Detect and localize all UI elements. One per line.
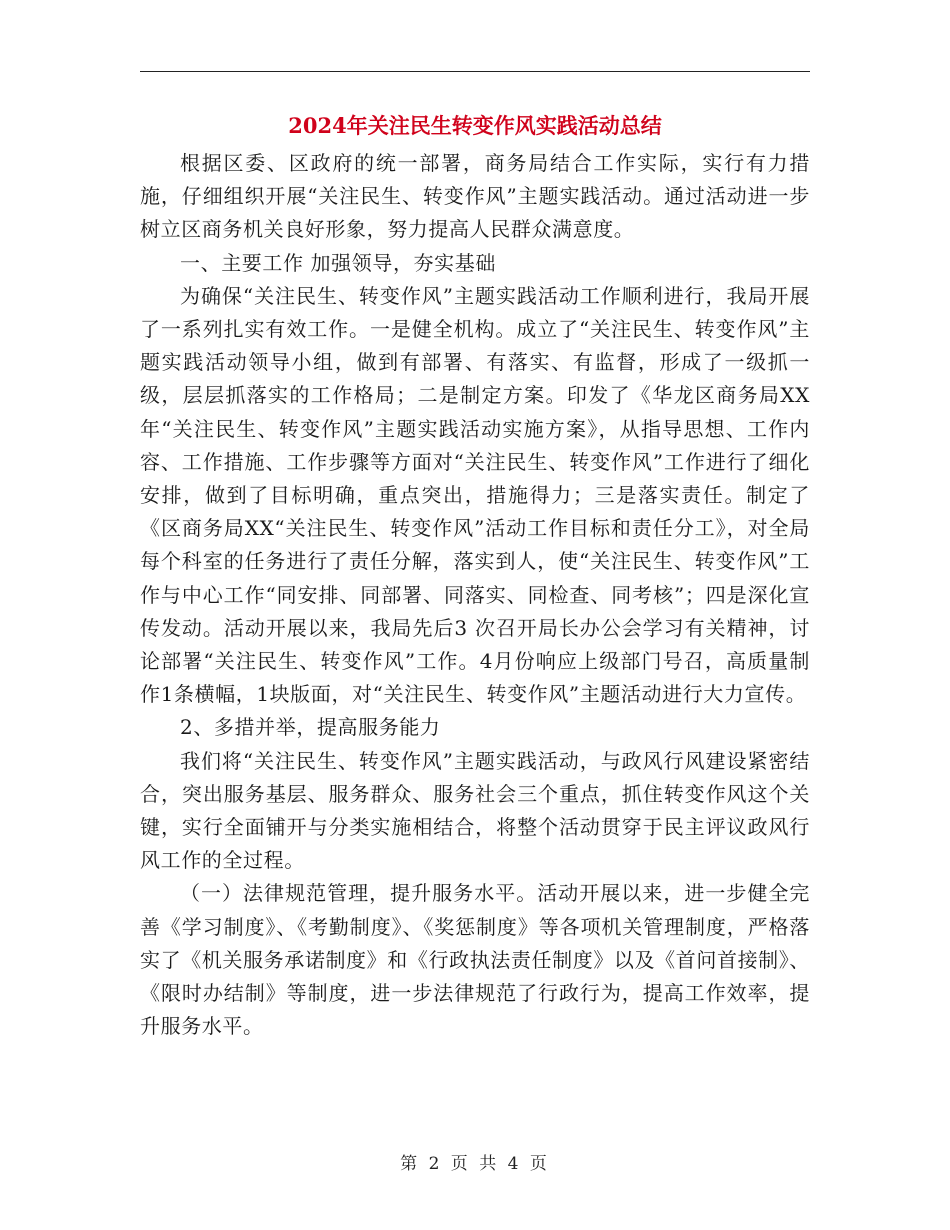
paragraph-legal-management: （一）法律规范管理，提升服务水平。活动开展以来，进一步健全完善《学习制度》、《考勤制度》、《奖惩制度》等各项机关管理制度，严格落实了《机关服务承诺制度》和《行政执法责任制度》以及《首问首接制》、《限时办结制》等制度，进一步法律规范了行政行为，提高工作效率，提升服务水平。 xyxy=(140,881,810,1039)
page-footer: 第 2 页 共 4 页 xyxy=(400,1154,550,1174)
section-heading-service-capacity: 2、多措并举，提高服务能力 xyxy=(180,715,441,740)
paragraph-leadership: 为确保“关注民生、转变作风”主题实践活动工作顺利进行，我局开展了一系列扎实有效工作。一是健全机构。成立了“关注民生、转变作风”主题实践活动领导小组，做到有部署、有落实、有监督，形成了一级抓一级，层层抓落实的工作格局；二是制定方案。印发了《华龙区商务局XX年“关注民生、转变作风”主题实践活动实施方案》，从指导思想、工作内容、工作措施、工作步骤等方面对“关注民生、转变作风”工作进行了细化安排，做到了目标明确，重点突出，措施得力；三是落实责任。制定了《区商务局XX“关注民生、转变作风”活动工作目标和责任分工》，对全局每个科室的任务进行了责任分解，落实到人，使“关注民生、转变作风”工作与中心工作“同安排、同部署、同落实、同检查、同考核”；四是深化宣传发动。活动开展以来，我局先后3 次召开局长办公会学习有关精神，讨论部署“关注民生、转变作风”工作。4月份响应上级部门号召，高质量制作1条横幅，1块版面，对“关注民生、转变作风”主题活动进行大力宣传。 xyxy=(140,283,810,707)
paragraph-service: 我们将“关注民生、转变作风”主题实践活动，与政风行风建设紧密结合，突出服务基层、服务群众、服务社会三个重点，抓住转变作风这个关键，实行全面铺开与分类实施相结合，将整个活动贯穿于民主评议政风行风工作的全过程。 xyxy=(140,748,810,873)
section-heading-main-work: 一、主要工作 加强领导，夯实基础 xyxy=(180,250,496,275)
paragraph-intro: 根据区委、区政府的统一部署，商务局结合工作实际，实行有力措施，仔细组织开展“关注民生、转变作风”主题实践活动。通过活动进一步树立区商务机关良好形象，努力提高人民群众满意度。 xyxy=(140,151,810,242)
document-title: 2024年关注民生转变作风实践活动总结 xyxy=(288,113,662,138)
document-body xyxy=(140,147,810,1043)
header-rule xyxy=(140,71,810,72)
